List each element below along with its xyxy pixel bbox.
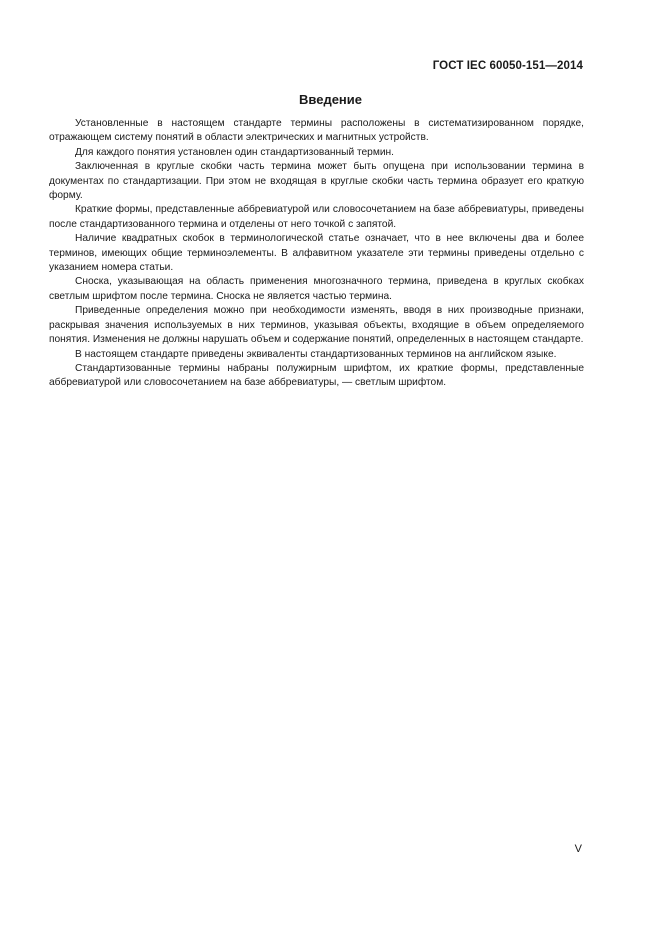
paragraph: Сноска, указывающая на область применения многозначного термина, приведена в круглых скобках светлым шрифтом после термина. Сноска не является частью термина. <box>49 276 584 302</box>
page-number: V <box>574 843 582 855</box>
paragraph: В настоящем стандарте приведены эквиваленты стандартизованных терминов на английском языке. <box>75 348 557 360</box>
paragraph: Заключенная в круглые скобки часть термина может быть опущена при использовании термина в документах по стандартизации. При этом не входящая в круглые скобки часть термина образует его краткую форму. <box>49 161 584 202</box>
paragraph: Для каждого понятия установлен один стандартизованный термин. <box>75 146 394 158</box>
section-title: Введение <box>299 92 362 107</box>
paragraph: Стандартизованные термины набраны полужирным шрифтом, их краткие формы, представленные аббревиатурой или словосочетанием на базе аббревиатуры, — светлым шрифтом. <box>49 362 584 389</box>
document-code: ГОСТ IEC 60050-151—2014 <box>432 60 583 72</box>
paragraph: Наличие квадратных скобок в терминологической статье означает, что в нее включены два и более терминов, имеющих общие терминоэлементы. В алфавитном указателе эти термины приведены отдельно с указанием номера статьи. <box>49 233 584 274</box>
body-text <box>49 117 584 391</box>
paragraph: Приведенные определения можно при необходимости изменять, вводя в них производные признаки, раскрывая значения используемых в них терминов, указывая объекты, входящие в объем определяемого понятия. Изменения не должны нарушать объем и содержание понятий, определенных в настоящем стандарте. <box>49 305 584 346</box>
paragraph: Установленные в настоящем стандарте термины расположены в систематизированном порядке, отражающем систему понятий в области электрических и магнитных устройств. <box>49 118 584 144</box>
paragraph: Краткие формы, представленные аббревиатурой или словосочетанием на базе аббревиатуры, приведены после стандартизованного термина и отделены от него точкой с запятой. <box>49 204 584 230</box>
